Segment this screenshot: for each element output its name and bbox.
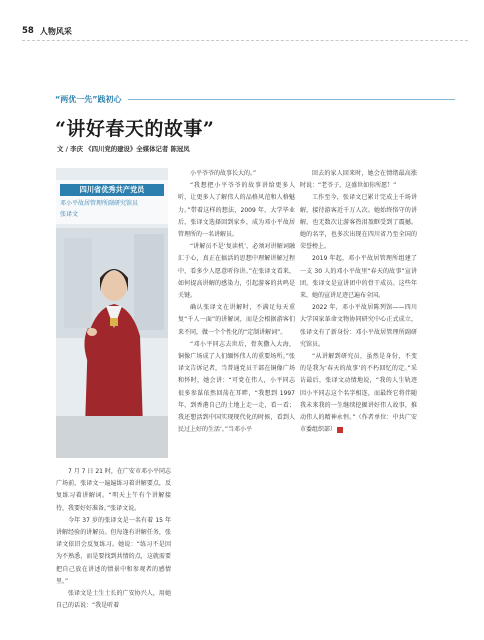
text-column-1 bbox=[56, 466, 171, 612]
photo-caption-subtitle: 邓小平故居管理所副研究馆员 bbox=[60, 200, 139, 207]
paragraph: 小平爷爷的故事长大的。” bbox=[190, 170, 257, 177]
byline: 文 / 李庆 《四川党的建设》全媒体记者 陈冠凤 bbox=[57, 145, 190, 153]
paragraph: “讲解员不是‘复读机’，必须对讲解词融汇于心，真正在搞活的思想中理解讲解过程中，看多少人愿意听你讲。”在张译文看来，如何提高讲解的感染力，引起游客的共鸣是关键。 bbox=[178, 243, 295, 300]
section-tag bbox=[55, 91, 128, 107]
article-title: “讲好春天的故事” bbox=[55, 118, 215, 140]
section-tag-text: “两优一先”践初心 bbox=[55, 94, 128, 105]
text-column-2 bbox=[178, 168, 295, 436]
paragraph: 确认张译文在讲解时，不满足每天重复“千人一面”的讲解词，而是会根据游客们来不同，做一个个性化的“定制讲解词”。 bbox=[178, 304, 295, 336]
paragraph: “邓小平同志去世后，骨灰撒入大海，铜像广场成了人们缅怀伟人的重要场所。”张译文告诉记者，当普通党员干部在铜像广场和怀时，她会讲：“可党在伟人，小平同志很多参谋依然回荡在耳畔，“我想到 1997 年，到香港自己的土地上走一走，看一看；我还想活到中国实现现代化的时候，看到人民过上好的生活’。”当邓小平 bbox=[178, 340, 295, 434]
end-mark-icon bbox=[337, 427, 343, 433]
paragraph: 7 月 7 日 21 时，在广安市邓小平同志广场前，张译文一遍遍练习着讲解要点，反复练习着讲解词。“明天上午有个讲解接待，我要好好准备。”张译文说。 bbox=[56, 468, 171, 512]
column-name: 人物风采 bbox=[39, 26, 72, 36]
paragraph: 张译文是土生土长的广安协兴人，用她自己的话说：“我是听着 bbox=[56, 590, 171, 610]
header-divider bbox=[22, 40, 468, 41]
paragraph: “我想把小平爷爷的故事讲给更多人听，让更多人了解伟人的品格风范和人格魅力。”带着这样的想法，2009 年，大学毕业后，张译文选择回到家乡，成为邓小平故居管理所的一名讲解员。 bbox=[178, 182, 295, 239]
photo-caption-name: 张译文 bbox=[60, 211, 79, 218]
paragraph: 今年 37 岁的张译文是一名有着 15 年讲解经验的讲解员。但每逢有讲解任务，张译文依旧会反复练习。她说：“练习不是因为不熟悉，而是要找到共情的点，这就需要把自己放在讲述的情景中和参观者的感情里。” bbox=[56, 516, 171, 585]
paragraph: 2019 年起，邓小平故居管理所组建了一支 30 人的邓小平故里“春天的故事”宣讲团，张译文是宣讲团中的骨干成员。这些年来，她的宣讲足迹已遍布全国。 bbox=[300, 255, 417, 300]
paragraph: 工作至今，张译文已累计完成上千场讲解，接待游客近千万人次。她始终恪守的讲解，也无数次让游客热泪盈眶受到了震撼。她的名字，也多次出现在四川省乃至全国的荣誉榜上。 bbox=[300, 194, 417, 251]
page-number: 58 bbox=[22, 26, 34, 36]
paragraph: 2022 年，邓小平故居陈列馆——四川大学国家革命文物协同研究中心正式成立，张译文有了新身份：邓小平故居管理所副研究馆员。 bbox=[300, 304, 417, 348]
page-header bbox=[22, 24, 72, 38]
text-column-3 bbox=[300, 168, 417, 436]
paragraph-text: “从讲解到研究员，虽然是身份，不变的是我为‘春天的故事’的不朽回忆的定。”采访最后，张译文动情地说，“我的人生轨迹因小平同志这个名字相连，而最终它将伴随我未来我的一生继续挖掘讲好伟人故事，推动伟人的精神永恒。”（作者单位：中共广安市委组织部） bbox=[300, 353, 417, 434]
paragraph bbox=[300, 351, 417, 436]
photo-caption-title: 四川省优秀共产党员 bbox=[60, 184, 164, 196]
paragraph: 回去的家人回来时，她会在情绪最高涨时说：“老爷子，这盛世如你所愿！” bbox=[300, 170, 417, 190]
portrait-photo bbox=[56, 168, 168, 458]
